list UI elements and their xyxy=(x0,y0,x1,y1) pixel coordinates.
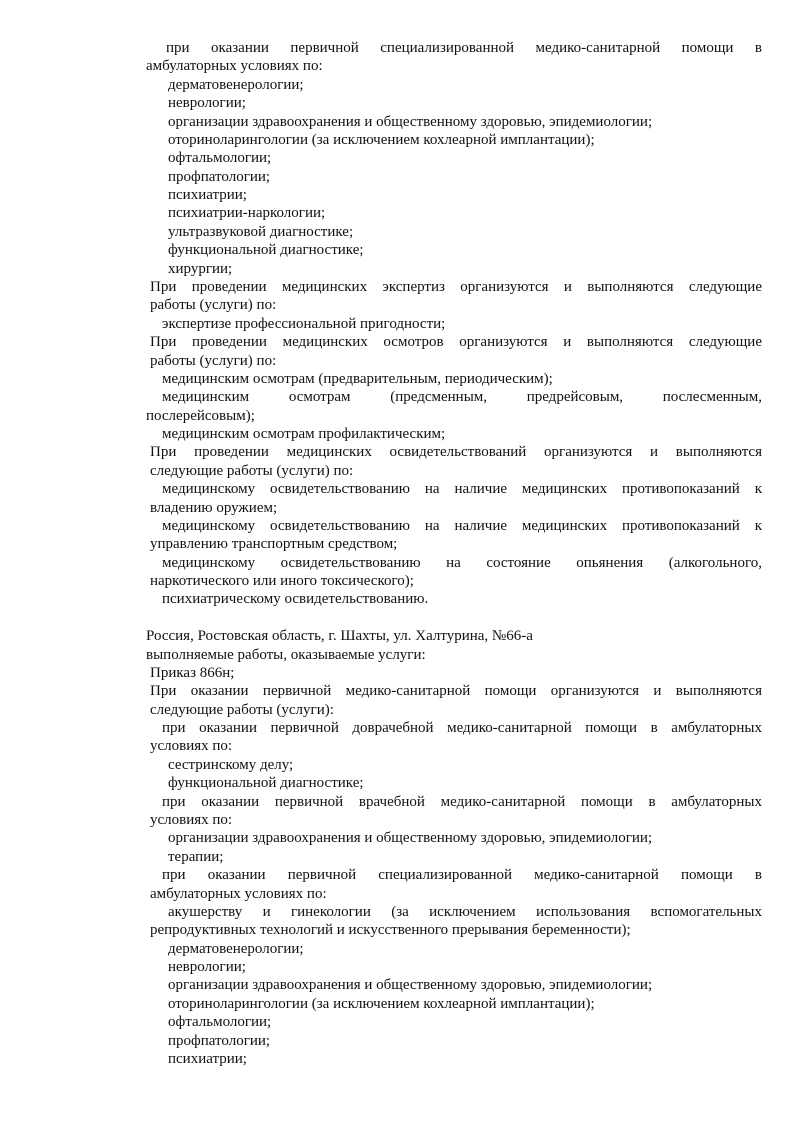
text-line: организации здравоохранения и общественному здоровью, эпидемиологии; xyxy=(168,830,653,847)
text-line: психиатрическому освидетельствованию. xyxy=(162,591,429,608)
text-line: Россия, Ростовская область, г. Шахты, ул. Халтурина, №66-а xyxy=(146,628,533,645)
text-line: офтальмологии; xyxy=(168,150,272,167)
text-line: владению оружием; xyxy=(150,499,278,516)
text-line: терапии; xyxy=(168,848,224,865)
text-line: функциональной диагностике; xyxy=(168,242,364,259)
text-line: дерматовенерологии; xyxy=(168,76,304,93)
text-line: При оказании первичной медико-санитарной помощи организуются и выполняются xyxy=(150,683,762,700)
text-line: медицинскому освидетельствованию на наличие медицинских противопоказаний к xyxy=(162,481,762,498)
text-line: профпатологии; xyxy=(168,168,271,185)
text-line: при оказании первичной специализированной медико-санитарной помощи в xyxy=(162,867,762,884)
text-line: медицинским осмотрам профилактическим; xyxy=(162,426,446,442)
text-line: При проведении медицинских осмотров организуются и выполняются следующие xyxy=(150,334,762,351)
text-line: психиатрии; xyxy=(168,187,247,203)
text-line: управлению транспортным средством; xyxy=(150,536,398,553)
text-line: работы (услуги) по: xyxy=(150,297,277,314)
text-line: при оказании первичной специализированной медико-санитарной помощи в xyxy=(166,40,762,56)
text-line: психиатрии-наркологии; xyxy=(168,205,326,222)
text-line: организации здравоохранения и общественному здоровью, эпидемиологии; xyxy=(168,113,653,130)
text-line: оториноларингологии (за исключением кохлеарной имплантации); xyxy=(168,995,595,1012)
text-line: акушерству и гинекологии (за исключением использования вспомогательных xyxy=(168,903,762,920)
text-line: при оказании первичной доврачебной медико-санитарной помощи в амбулаторных xyxy=(162,720,762,737)
text-line: выполняемые работы, оказываемые услуги: xyxy=(146,646,426,663)
text-line: При проведении медицинских освидетельствований организуются и выполняются xyxy=(150,444,762,461)
text-line: медицинскому освидетельствованию на наличие медицинских противопоказаний к xyxy=(162,517,762,534)
text-line: условиях по: xyxy=(150,812,233,828)
text-line: медицинскому освидетельствованию на состояние опьянения (алкогольного, xyxy=(162,554,762,571)
text-line: репродуктивных технологий и искусственного прерывания беременности); xyxy=(150,922,631,939)
text-line: неврологии; xyxy=(168,959,246,975)
text-line: следующие работы (услуги): xyxy=(150,701,334,718)
text-line: медицинским осмотрам (предсменным, предрейсовым, послесменным, xyxy=(162,389,762,406)
text-line: психиатрии; xyxy=(168,1050,247,1067)
text-line: при оказании первичной врачебной медико-санитарной помощи в амбулаторных xyxy=(162,793,762,810)
text-line: офтальмологии; xyxy=(168,1014,272,1031)
text-line: амбулаторных условиях по: xyxy=(146,58,323,75)
text-line: При проведении медицинских экспертиз организуются и выполняются следующие xyxy=(150,278,762,295)
text-line: работы (услуги) по: xyxy=(150,352,277,369)
text-line: неврологии; xyxy=(168,95,246,112)
text-line: хирургии; xyxy=(168,260,233,277)
text-line: сестринскому делу; xyxy=(168,756,294,773)
text-line: дерматовенерологии; xyxy=(168,940,304,957)
text-line: следующие работы (услуги) по: xyxy=(150,462,354,479)
text-line: ультразвуковой диагностике; xyxy=(168,223,354,240)
text-line: условиях по: xyxy=(150,738,233,755)
text-line: послерейсовым); xyxy=(146,407,255,424)
text-line: медицинским осмотрам (предварительным, периодическим); xyxy=(162,370,553,387)
text-line: функциональной диагностике; xyxy=(168,775,364,792)
text-line: оториноларингологии (за исключением кохлеарной имплантации); xyxy=(168,131,595,148)
text-line: организации здравоохранения и общественному здоровью, эпидемиологии; xyxy=(168,977,653,994)
text-line: наркотического или иного токсического); xyxy=(150,573,414,589)
text-line: экспертизе профессиональной пригодности; xyxy=(162,315,446,332)
text-line: Приказ 866н; xyxy=(150,664,235,681)
text-line: амбулаторных условиях по: xyxy=(150,885,327,902)
text-line: профпатологии; xyxy=(168,1032,271,1049)
